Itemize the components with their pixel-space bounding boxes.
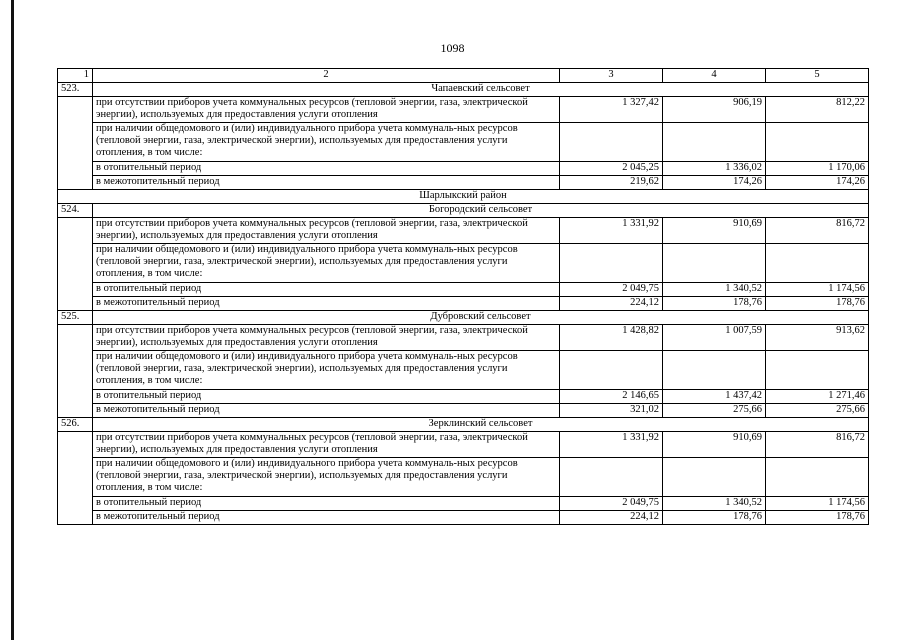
table-row bbox=[58, 404, 869, 418]
value-col-3: 1 331,92 bbox=[560, 432, 663, 458]
value-col-5: 1 174,56 bbox=[766, 497, 869, 511]
value-col-3: 224,12 bbox=[560, 511, 663, 525]
value-col-3: 219,62 bbox=[560, 176, 663, 190]
value-col-3: 1 327,42 bbox=[560, 97, 663, 123]
period-label: в отопительный период bbox=[93, 497, 560, 511]
settlement-row-525 bbox=[58, 311, 869, 325]
empty-cell bbox=[58, 432, 93, 525]
empty-cell bbox=[560, 244, 663, 283]
scan-edge-line bbox=[11, 0, 14, 640]
settlement-row-526 bbox=[58, 418, 869, 432]
empty-cell bbox=[560, 123, 663, 162]
page-number: 1098 bbox=[440, 41, 465, 55]
header-col-1: 1 bbox=[58, 69, 93, 83]
settlement-name: Зерклинский сельсовет bbox=[93, 418, 869, 432]
value-col-4: 1 340,52 bbox=[663, 497, 766, 511]
table-row bbox=[58, 390, 869, 404]
value-col-5: 816,72 bbox=[766, 432, 869, 458]
tariff-description: при отсутствии приборов учета коммунальных ресурсов (тепловой энергии, газа, электрической энергии), используемых для предоставления услуги отопления bbox=[93, 218, 560, 244]
value-col-5: 275,66 bbox=[766, 404, 869, 418]
table-row bbox=[58, 218, 869, 244]
value-col-4: 178,76 bbox=[663, 297, 766, 311]
table-row bbox=[58, 511, 869, 525]
value-col-3: 224,12 bbox=[560, 297, 663, 311]
tariff-description: при наличии общедомового и (или) индивидуального прибора учета коммуналь-ных ресурсов (тепловой энергии, газа, электрической энергии), используемых для предоставления услуги отопления, в том числе: bbox=[93, 458, 560, 497]
period-label: в отопительный период bbox=[93, 283, 560, 297]
row-number: 526. bbox=[58, 418, 93, 432]
value-col-4: 1 007,59 bbox=[663, 325, 766, 351]
empty-cell bbox=[663, 244, 766, 283]
value-col-4: 1 336,02 bbox=[663, 162, 766, 176]
table-row bbox=[58, 351, 869, 390]
table-row bbox=[58, 244, 869, 283]
value-col-5: 178,76 bbox=[766, 297, 869, 311]
value-col-5: 1 174,56 bbox=[766, 283, 869, 297]
tariff-description: при отсутствии приборов учета коммунальных ресурсов (тепловой энергии, газа, электрической энергии), используемых для предоставления услуги отопления bbox=[93, 97, 560, 123]
settlement-row-524 bbox=[58, 204, 869, 218]
value-col-4: 174,26 bbox=[663, 176, 766, 190]
row-number: 524. bbox=[58, 204, 93, 218]
tariff-description: при наличии общедомового и (или) индивидуального прибора учета коммуналь-ных ресурсов (тепловой энергии, газа, электрической энергии), используемых для предоставления услуги отопления, в том числе: bbox=[93, 244, 560, 283]
value-col-3: 321,02 bbox=[560, 404, 663, 418]
empty-cell bbox=[766, 123, 869, 162]
tariff-table bbox=[57, 68, 869, 525]
empty-cell bbox=[560, 351, 663, 390]
period-label: в межотопительный период bbox=[93, 511, 560, 525]
empty-cell bbox=[766, 351, 869, 390]
value-col-5: 1 271,46 bbox=[766, 390, 869, 404]
period-label: в межотопительный период bbox=[93, 297, 560, 311]
empty-cell bbox=[58, 218, 93, 311]
value-col-3: 1 331,92 bbox=[560, 218, 663, 244]
table-row bbox=[58, 432, 869, 458]
empty-cell bbox=[663, 458, 766, 497]
row-number: 523. bbox=[58, 83, 93, 97]
table-row bbox=[58, 283, 869, 297]
value-col-5: 1 170,06 bbox=[766, 162, 869, 176]
settlement-name: Дубровский сельсовет bbox=[93, 311, 869, 325]
value-col-3: 1 428,82 bbox=[560, 325, 663, 351]
header-col-4: 4 bbox=[663, 69, 766, 83]
settlement-row-523 bbox=[58, 83, 869, 97]
table-row bbox=[58, 458, 869, 497]
tariff-description: при отсутствии приборов учета коммунальных ресурсов (тепловой энергии, газа, электрической энергии), используемых для предоставления услуги отопления bbox=[93, 432, 560, 458]
row-number: 525. bbox=[58, 311, 93, 325]
table-row bbox=[58, 97, 869, 123]
period-label: в отопительный период bbox=[93, 390, 560, 404]
value-col-4: 178,76 bbox=[663, 511, 766, 525]
empty-cell bbox=[663, 123, 766, 162]
value-col-5: 178,76 bbox=[766, 511, 869, 525]
empty-cell bbox=[560, 458, 663, 497]
value-col-4: 1 437,42 bbox=[663, 390, 766, 404]
value-col-3: 2 049,75 bbox=[560, 497, 663, 511]
value-col-5: 816,72 bbox=[766, 218, 869, 244]
header-col-2: 2 bbox=[93, 69, 560, 83]
value-col-3: 2 045,25 bbox=[560, 162, 663, 176]
table-row bbox=[58, 123, 869, 162]
table-row bbox=[58, 325, 869, 351]
table-row bbox=[58, 497, 869, 511]
value-col-5: 913,62 bbox=[766, 325, 869, 351]
header-row bbox=[58, 69, 869, 83]
period-label: в отопительный период bbox=[93, 162, 560, 176]
value-col-4: 906,19 bbox=[663, 97, 766, 123]
period-label: в межотопительный период bbox=[93, 176, 560, 190]
empty-cell bbox=[58, 325, 93, 418]
value-col-3: 2 049,75 bbox=[560, 283, 663, 297]
tariff-description: при отсутствии приборов учета коммунальных ресурсов (тепловой энергии, газа, электрической энергии), используемых для предоставления услуги отопления bbox=[93, 325, 560, 351]
header-col-5: 5 bbox=[766, 69, 869, 83]
empty-cell bbox=[766, 244, 869, 283]
table-row bbox=[58, 297, 869, 311]
empty-cell bbox=[58, 97, 93, 190]
table-row bbox=[58, 176, 869, 190]
empty-cell bbox=[766, 458, 869, 497]
value-col-3: 2 146,65 bbox=[560, 390, 663, 404]
value-col-5: 812,22 bbox=[766, 97, 869, 123]
settlement-name: Чапаевский сельсовет bbox=[93, 83, 869, 97]
tariff-description: при наличии общедомового и (или) индивидуального прибора учета коммуналь-ных ресурсов (тепловой энергии, газа, электрической энергии), используемых для предоставления услуги отопления, в том числе: bbox=[93, 351, 560, 390]
district-name: Шарлыкский район bbox=[58, 190, 869, 204]
period-label: в межотопительный период bbox=[93, 404, 560, 418]
empty-cell bbox=[663, 351, 766, 390]
header-col-3: 3 bbox=[560, 69, 663, 83]
value-col-4: 910,69 bbox=[663, 432, 766, 458]
district-row bbox=[58, 190, 869, 204]
value-col-5: 174,26 bbox=[766, 176, 869, 190]
value-col-4: 275,66 bbox=[663, 404, 766, 418]
value-col-4: 910,69 bbox=[663, 218, 766, 244]
value-col-4: 1 340,52 bbox=[663, 283, 766, 297]
table-row bbox=[58, 162, 869, 176]
tariff-description: при наличии общедомового и (или) индивидуального прибора учета коммуналь-ных ресурсов (тепловой энергии, газа, электрической энергии), используемых для предоставления услуги отопления, в том числе: bbox=[93, 123, 560, 162]
settlement-name: Богородский сельсовет bbox=[93, 204, 869, 218]
